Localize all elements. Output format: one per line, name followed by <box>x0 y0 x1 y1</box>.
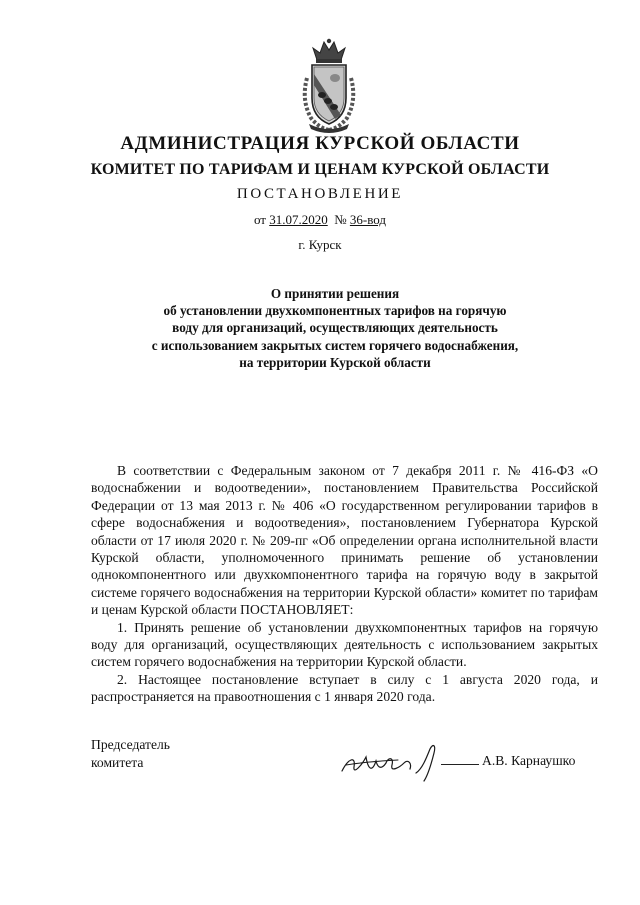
document-number-line <box>0 212 640 228</box>
subject-line: воду для организаций, осуществляющих деятельность <box>172 320 498 336</box>
document-date: 31.07.2020 <box>269 212 328 227</box>
preamble-paragraph: В соответствии с Федеральным законом от 7 декабря 2011 г. № 416-ФЗ «О водоснабжении и водоотведении», постановлением Правительства Российской Федерации от 13 мая 2013 г. № 406 «О государственном регулировании тарифов в сфере водоснабжения и водоотведения», постановлением Губернатора Курской области от 17 июля 2020 г. № 209-пг «Об определении органа исполнительной власти Курской области, уполномоченного принимать решение об установлении однокомпонентного или двухкомпонентного тарифа на горячую воду в закрытой системе горячего водоснабжения на территории Курской области» комитет по тарифам и ценам Курской области ПОСТАНОВЛЯЕТ: <box>91 463 598 618</box>
date-prefix: от <box>253 212 270 227</box>
document-number: 36-вод <box>349 212 387 227</box>
number-prefix: № <box>334 212 350 227</box>
subject-heading <box>90 285 580 371</box>
subject-line: с использованием закрытых систем горячего водоснабжения, <box>151 337 519 353</box>
signatory-title <box>91 736 170 772</box>
subject-line: на территории Курской области <box>239 354 431 370</box>
committee-title: КОМИТЕТ ПО ТАРИФАМ И ЦЕНАМ КУРСКОЙ ОБЛАСТИ <box>90 161 550 178</box>
administration-title: АДМИНИСТРАЦИЯ КУРСКОЙ ОБЛАСТИ <box>120 133 520 154</box>
city: г. Курск <box>298 237 342 252</box>
subject-line: об установлении двухкомпонентных тарифов на горячую <box>163 303 507 319</box>
signatory-name: А.В. Карнаушко <box>482 753 576 768</box>
signatory-title-line: комитета <box>91 755 144 770</box>
resolution-item-2: 2. Настоящее постановление вступает в силу с 1 августа 2020 года, и распространяется на правоотношения с 1 января 2020 года. <box>91 671 598 705</box>
document-type: ПОСТАНОВЛЕНИЕ <box>236 186 404 202</box>
resolution-item-1: 1. Принять решение об установлении двухкомпонентных тарифов на горячую воду для организаций, осуществляющих деятельность с использованием закрытых систем горячего водоснабжения на территории Курской области. <box>91 619 598 670</box>
subject-line: О принятии решения <box>270 286 400 301</box>
handwritten-signature-icon <box>338 739 478 783</box>
coat-of-arms-icon <box>297 38 361 134</box>
signature-dash <box>441 764 479 765</box>
signatory-title-line: Председатель <box>91 737 170 752</box>
body-text <box>91 462 598 706</box>
